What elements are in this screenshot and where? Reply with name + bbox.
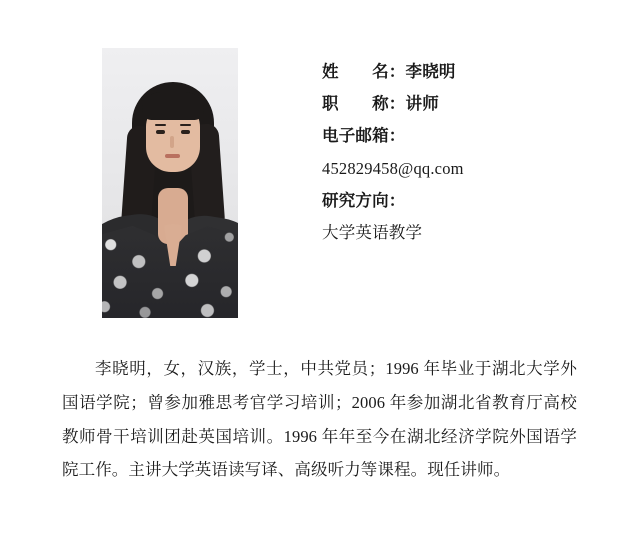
eye-right-shape <box>181 130 190 134</box>
nose-shape <box>170 136 174 148</box>
portrait-photo <box>102 48 238 318</box>
info-line-title: 职 称：讲师 <box>322 94 439 114</box>
profile-info <box>322 48 464 249</box>
portrait-photo-canvas <box>102 48 238 318</box>
info-line-email-label: 电子邮箱： <box>322 126 406 146</box>
mouth-shape <box>165 154 180 158</box>
info-line-name: 姓 名：李晓明 <box>322 62 456 81</box>
eye-left-shape <box>156 130 165 134</box>
biography-paragraph: 李晓明，女，汉族，学士，中共党员；1996 年毕业于湖北大学外国语学院；曾参加雅思考官学习培训；2006 年参加湖北省教育厅高校教师骨干培训团赴英国培训。1996 年年至今在湖北经济学院外国语学院工作。主讲大学英语读写译、高级听力等课程。现任讲师。 <box>62 359 577 480</box>
info-line-research-label: 研究方向： <box>322 190 406 210</box>
info-line-email-value: 452829458@qq.com <box>322 158 464 178</box>
eyebrow-left-shape <box>155 124 166 126</box>
info-line-research-value: 大学英语教学 <box>322 222 423 242</box>
bangs-shape <box>142 92 204 120</box>
eyebrow-right-shape <box>180 124 191 126</box>
